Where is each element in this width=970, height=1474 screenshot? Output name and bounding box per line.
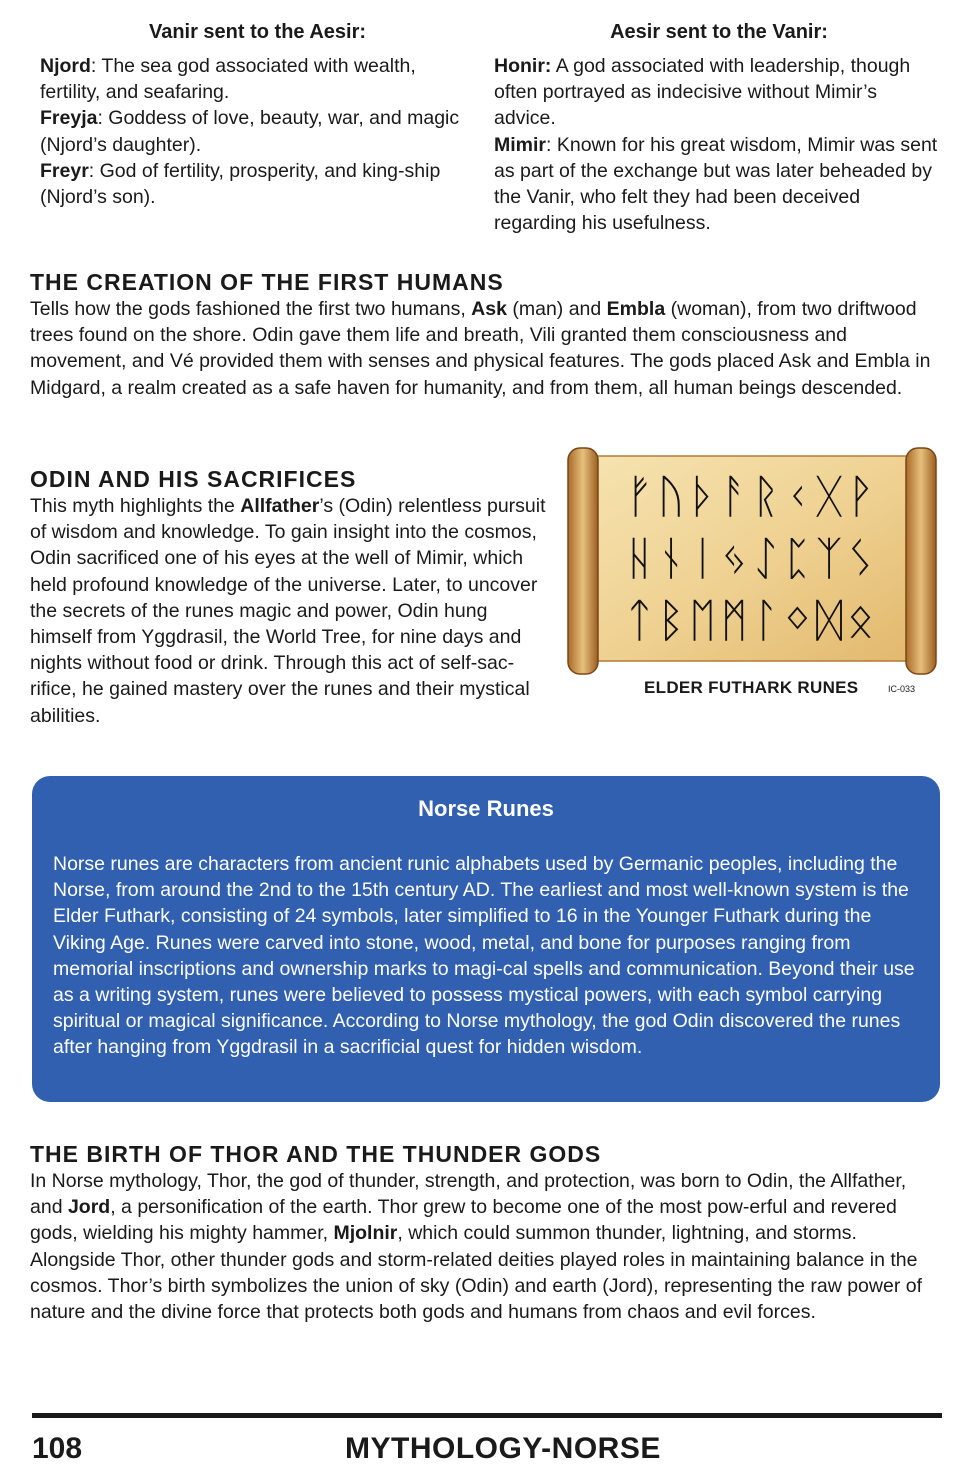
entry-name: Mimir [494,133,547,156]
entry-njord [40,53,475,105]
embla-name: Embla [606,298,666,320]
entry-text: : Known for his great wisdom, Mimir was sent as part of the exchange but was later beheaded by the Vanir, who felt they had been deceived regarding his usefulness. [494,133,938,235]
text-run: , a personification of the earth. Thor grew to become one of the most pow-erful and revered gods, wielding his mighty hammer, [30,1196,897,1245]
jord-name: Jord [67,1196,111,1219]
text-run: (woman), from two driftwood trees found on the shore. Odin gave them life and breath, Vili granted them consciousness and movement, and Vé provided them with senses and physical features. The gods placed Ask and Embla in Midgard, a realm created as a safe haven for humanity, and from them, all human beings descended. [30,298,931,399]
entry-name: Njord [40,55,91,77]
entry-text: : God of fertility, prosperity, and king-ship (Njord’s son). [40,159,441,209]
mjolnir-name: Mjolnir [333,1222,398,1245]
allfather-name: Allfather [240,495,320,517]
thor-section [30,1140,942,1325]
entry-name: Freyr [40,159,89,182]
entry-name: Honir: [494,55,552,77]
god-exchange [0,20,970,240]
vanir-to-aesir-column [40,20,475,210]
entry-text: : Goddess of love, beauty, war, and magic (Njord’s daughter). [40,107,460,156]
odin-heading: ODIN AND HIS SACRIFICES [30,466,357,492]
scroll-image-code: IC-033 [888,684,916,694]
text-run: ’s (Odin) relentless pursuit of wisdom and knowledge. To gain insight into the cosmos, Odin sacrificed one of his eyes at the well of Mimir, which held profound knowledge of the universe. Later, to uncover the secrets of the runes magic and power, Odin hung himself from Yggdrasil, the World Tree, for nine days and nights without food or drink. Through this act of self-sac-rifice, he gained mastery over the runes and their mystical abilities. [30,495,546,727]
creation-heading: THE CREATION OF THE FIRST HUMANS [30,269,504,295]
entry-freyja [40,105,475,157]
elder-futhark-scroll-illustration [566,446,938,676]
entry-text: : The sea god associated with wealth, fertility, and seafaring. [40,55,416,104]
scroll-right-roll [906,448,936,674]
footer-rule [32,1413,942,1418]
text-run: (man) and [506,298,607,320]
text-run: , which could summon thunder, lightning, and storms. Alongside Thor, other thunder gods and storm-related deities played roles in maintaining balance in the cosmos. Thor’s birth symbolizes the union of sky (Odin) and earth (Jord), representing the raw power of nature and the divine force that protects both gods and humans from chaos and evil forces. [30,1222,922,1324]
text-run: This myth highlights the [30,495,241,517]
callout-title: Norse Runes [418,796,554,821]
thor-paragraph [30,1168,942,1325]
text-run: Tells how the gods fashioned the first two humans, [30,298,472,320]
odin-paragraph [30,493,550,729]
callout-body: Norse runes are characters from ancient runic alphabets used by Germanic peoples, including the Norse, from around the 2nd to the 15th century AD. The earliest and most well-known system is the Elder Futhark, consisting of 24 symbols, later simplified to 16 in the Younger Futhark during the Viking Age. Runes were carved into stone, wood, metal, and bone for purposes ranging from memorial inscriptions and ownership marks to magi-cal spells and communication. Beyond their use as a writing system, runes were believed to possess mystical powers, with each symbol carrying spiritual or magical significance. According to Norse mythology, the god Odin discovered the runes after hanging from Yggdrasil in a sacrificial quest for hidden wisdom. [53,853,915,1059]
scroll-caption [566,678,938,700]
scroll-caption-text: ELDER FUTHARK RUNES [644,678,859,697]
vanir-to-aesir-title: Vanir sent to the Aesir: [148,21,367,43]
entry-freyr [40,158,475,210]
norse-runes-callout [32,776,940,1102]
entry-name: Freyja [40,107,98,130]
page-number: 108 [32,1432,83,1465]
scroll-left-roll [568,448,598,674]
rune-row-1: ᚠᚢᚦᚨᚱᚲᚷᚹ [625,469,879,523]
creation-section [30,268,942,401]
aesir-to-vanir-column [494,20,944,236]
aesir-to-vanir-title: Aesir sent to the Vanir: [610,21,828,43]
thor-heading: THE BIRTH OF THOR AND THE THUNDER GODS [30,1141,602,1167]
rune-row-2: ᚺᚾᛁᛃᛇᛈᛉᛊ [625,531,879,585]
text-run: In Norse mythology, Thor, the god of thunder, strength, and protection, was born to Odin, the Allfather, and [30,1170,907,1219]
creation-paragraph [30,296,942,401]
entry-text: A god associated with leadership, though often portrayed as indecisive without Mimir’s advice. [494,55,911,130]
odin-section [30,465,550,729]
ask-name: Ask [471,298,507,320]
entry-honir [494,53,944,132]
running-head: MYTHOLOGY-NORSE [345,1432,661,1465]
rune-row-3: ᛏᛒᛖᛗᛚᛜᛞᛟ [625,593,879,647]
entry-mimir [494,132,944,237]
